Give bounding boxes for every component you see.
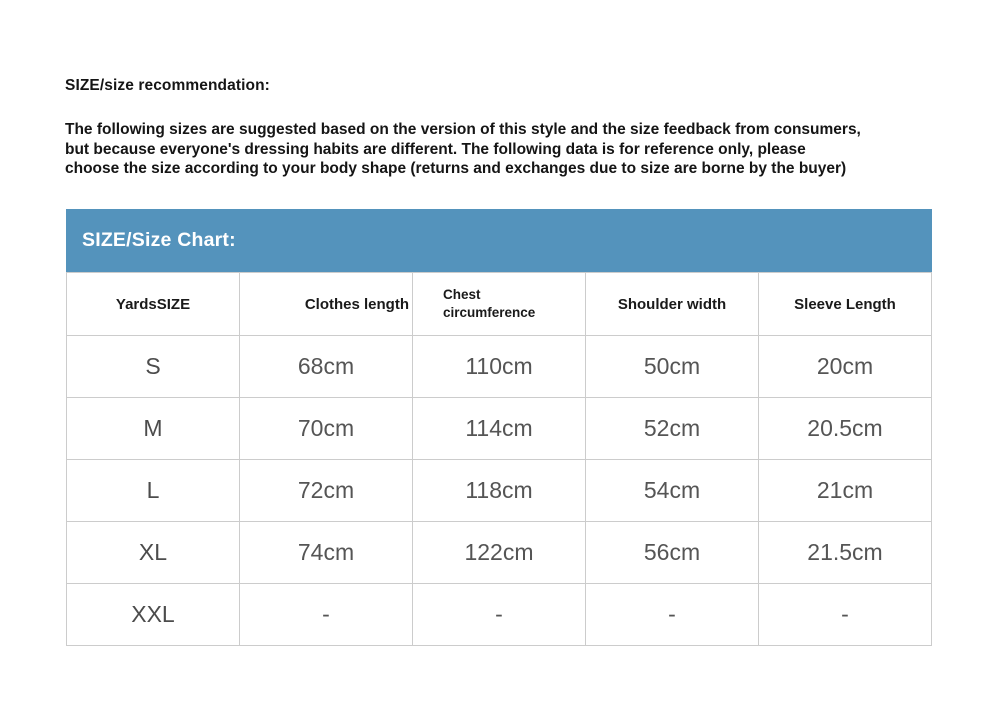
size-label-cell: M bbox=[67, 398, 240, 460]
table-row-xxl bbox=[67, 584, 932, 646]
clothes-length-cell: 74cm bbox=[240, 522, 413, 584]
chest-circumference-cell: 114cm bbox=[413, 398, 586, 460]
size-chart-section bbox=[66, 209, 932, 646]
sleeve-length-cell: - bbox=[759, 584, 932, 646]
clothes-length-cell: 70cm bbox=[240, 398, 413, 460]
shoulder-width-cell: 54cm bbox=[586, 460, 759, 522]
shoulder-width-cell: 50cm bbox=[586, 336, 759, 398]
size-label-cell: S bbox=[67, 336, 240, 398]
table-row-s bbox=[67, 336, 932, 398]
shoulder-width-cell: 56cm bbox=[586, 522, 759, 584]
size-chart-title: SIZE/Size Chart: bbox=[82, 229, 236, 251]
clothes-length-cell: - bbox=[240, 584, 413, 646]
size-table-header bbox=[67, 273, 932, 336]
paragraph-line: but because everyone's dressing habits are different. The following data is for reference only, please bbox=[65, 140, 806, 158]
size-label-cell: XXL bbox=[67, 584, 240, 646]
paragraph-line: The following sizes are suggested based on the version of this style and the size feedback from consumers, bbox=[65, 121, 861, 138]
size-chart-title-bar bbox=[66, 209, 932, 272]
shoulder-width-cell: 52cm bbox=[586, 398, 759, 460]
column-header-yards-size: YardsSIZE bbox=[67, 273, 240, 336]
table-row-m bbox=[67, 398, 932, 460]
shoulder-width-cell: - bbox=[586, 584, 759, 646]
clothes-length-cell: 72cm bbox=[240, 460, 413, 522]
sleeve-length-cell: 20.5cm bbox=[759, 398, 932, 460]
chest-circumference-cell: - bbox=[413, 584, 586, 646]
size-label-cell: L bbox=[67, 460, 240, 522]
size-recommendation-heading: SIZE/size recommendation: bbox=[65, 77, 270, 94]
sleeve-length-cell: 20cm bbox=[759, 336, 932, 398]
column-header-chest-circumference-label: Chest circumference bbox=[443, 286, 536, 320]
header-row bbox=[67, 273, 932, 336]
column-header-clothes-length: Clothes length bbox=[240, 273, 413, 336]
size-recommendation-paragraph bbox=[65, 120, 945, 179]
clothes-length-cell: 68cm bbox=[240, 336, 413, 398]
size-table-body bbox=[67, 336, 932, 646]
chest-circumference-cell: 110cm bbox=[413, 336, 586, 398]
chest-circumference-cell: 122cm bbox=[413, 522, 586, 584]
sleeve-length-cell: 21.5cm bbox=[759, 522, 932, 584]
chest-circumference-cell: 118cm bbox=[413, 460, 586, 522]
column-header-chest-circumference bbox=[413, 273, 586, 336]
sleeve-length-cell: 21cm bbox=[759, 460, 932, 522]
table-row-xl bbox=[67, 522, 932, 584]
size-table bbox=[66, 272, 932, 646]
size-label-cell: XL bbox=[67, 522, 240, 584]
column-header-sleeve-length: Sleeve Length bbox=[759, 273, 932, 336]
column-header-shoulder-width: Shoulder width bbox=[586, 273, 759, 336]
table-row-l bbox=[67, 460, 932, 522]
paragraph-line: choose the size according to your body shape (returns and exchanges due to size are borne by the buyer) bbox=[65, 160, 847, 177]
